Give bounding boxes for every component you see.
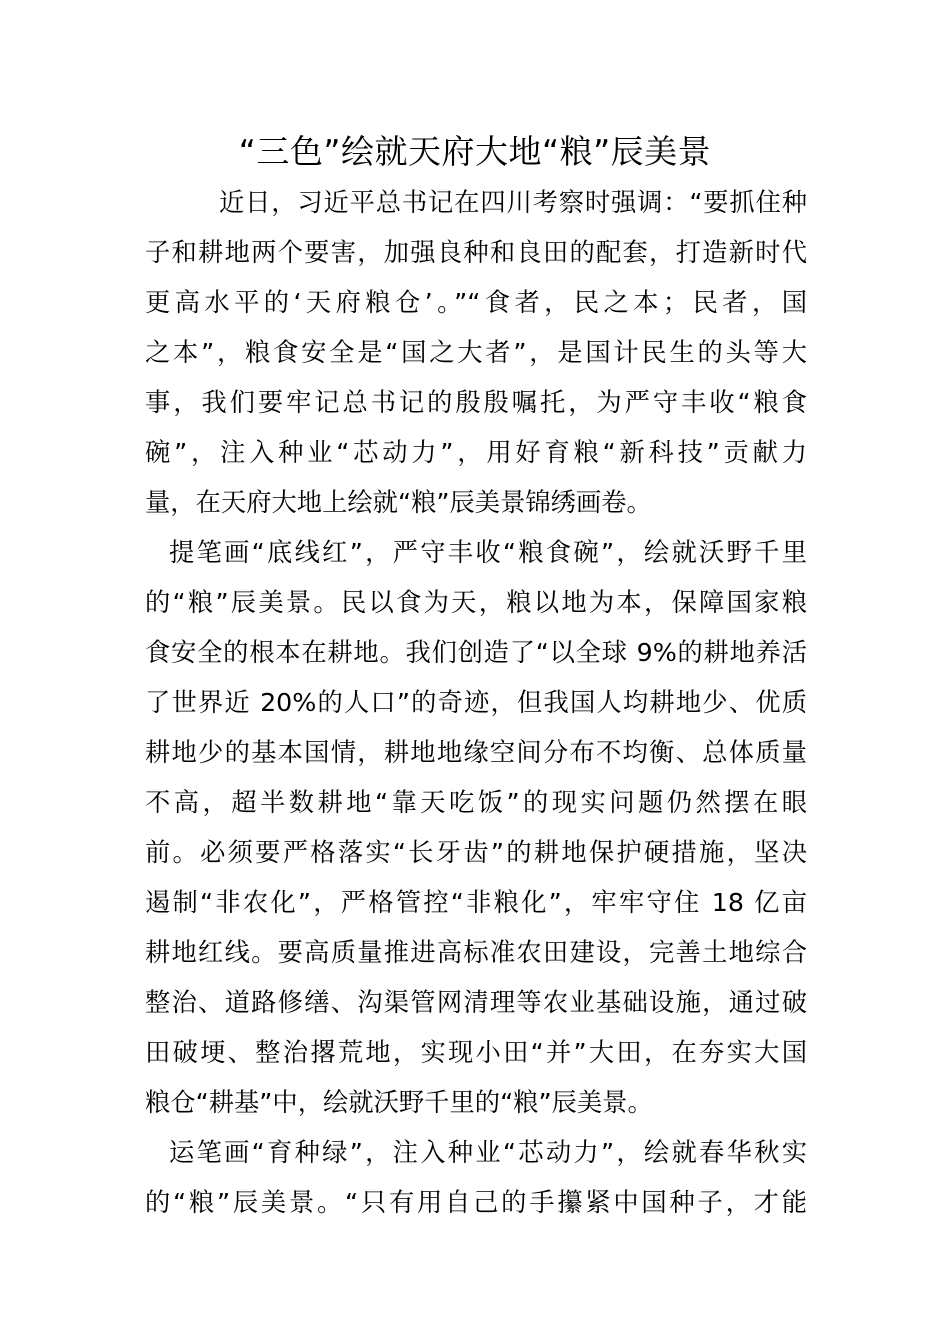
text-line: 的“粮”辰美景。民以食为天，粮以地为本，保障国家粮 xyxy=(145,588,807,617)
text-line: 近日，习近平总书记在四川考察时强调：“要抓住种 xyxy=(219,188,807,217)
text-line: 子和耕地两个要害，加强良种和良田的配套，打造新时代 xyxy=(145,238,807,267)
paragraph-3 xyxy=(145,1128,807,1228)
text-line: 食安全的根本在耕地。我们创造了“以全球 9%的耕地养活 xyxy=(145,638,807,667)
document-title: “三色”绘就天府大地“粮”辰美景 xyxy=(238,132,712,171)
text-line: 的“粮”辰美景。“只有用自己的手攥紧中国种子，才能 xyxy=(145,1188,807,1217)
text-line: 不高，超半数耕地“靠天吃饭”的现实问题仍然摆在眼 xyxy=(145,788,807,817)
text-line: 粮仓“耕基”中，绘就沃野千里的“粮”辰美景。 xyxy=(145,1088,653,1117)
text-line: 运笔画“育种绿”，注入种业“芯动力”，绘就春华秋实 xyxy=(169,1138,807,1167)
paragraph-2 xyxy=(145,528,807,1128)
text-line: 耕地红线。要高质量推进高标准农田建设，完善土地综合 xyxy=(145,938,807,967)
text-line: 田破埂、整治撂荒地，实现小田“并”大田，在夯实大国 xyxy=(145,1038,807,1067)
text-line: 更高水平的‘天府粮仓’。”“食者，民之本；民者，国 xyxy=(145,288,807,317)
text-line: 量，在天府大地上绘就“粮”辰美景锦绣画卷。 xyxy=(145,488,652,517)
paragraph-1 xyxy=(145,178,807,528)
text-line: 提笔画“底线红”，严守丰收“粮食碗”，绘就沃野千里 xyxy=(169,538,807,567)
text-line: 前。必须要严格落实“长牙齿”的耕地保护硬措施，坚决 xyxy=(145,838,807,867)
text-line: 整治、道路修缮、沟渠管网清理等农业基础设施，通过破 xyxy=(145,988,807,1017)
text-line: 事，我们要牢记总书记的殷殷嘱托，为严守丰收“粮食 xyxy=(145,388,807,417)
document-body xyxy=(145,178,807,1228)
text-line: 遏制“非农化”，严格管控“非粮化”，牢牢守住 18 亿亩 xyxy=(145,888,807,917)
text-line: 耕地少的基本国情，耕地地缘空间分布不均衡、总体质量 xyxy=(145,738,807,767)
text-line: 之本”，粮食安全是“国之大者”，是国计民生的头等大 xyxy=(145,338,807,367)
text-line: 碗”，注入种业“芯动力”，用好育粮“新科技”贡献力 xyxy=(145,438,807,467)
text-line: 了世界近 20%的人口”的奇迹，但我国人均耕地少、优质 xyxy=(145,688,807,717)
